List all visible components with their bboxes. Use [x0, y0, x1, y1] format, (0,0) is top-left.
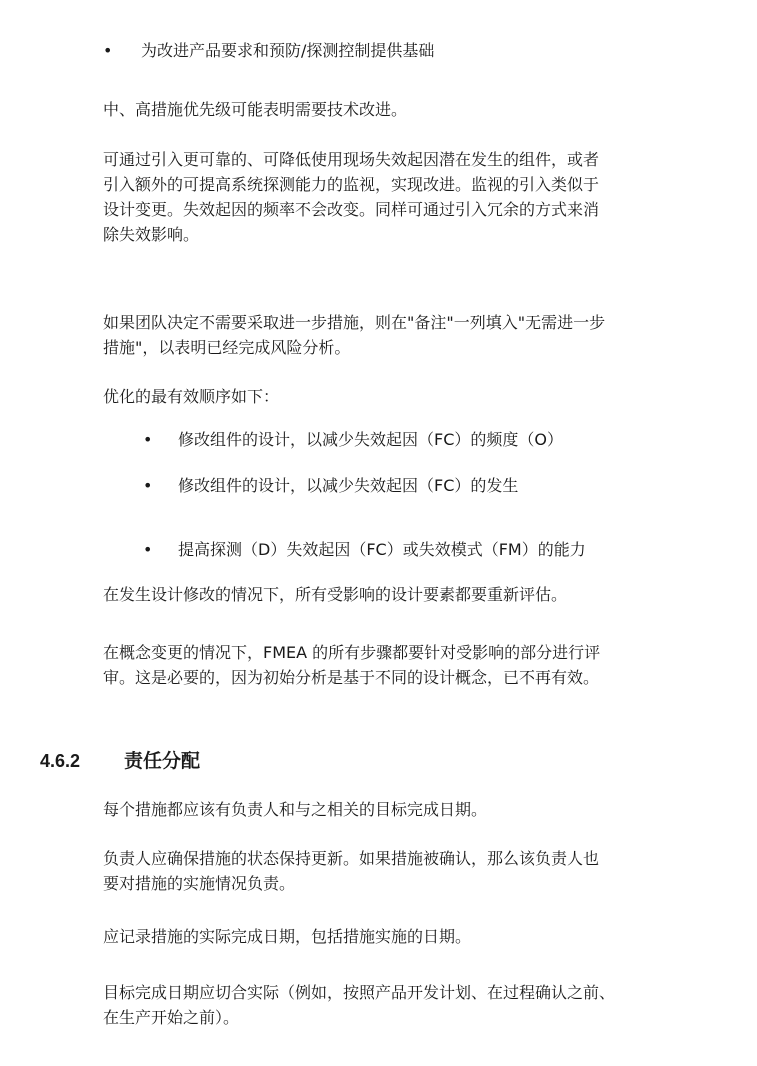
paragraph-line: 要对措施的实施情况负责。 [103, 874, 296, 893]
paragraph-line: 每个措施都应该有负责人和与之相关的目标完成日期。 [103, 800, 488, 819]
paragraph-line: 在发生设计修改的情况下，所有受影响的设计要素都要重新评估。 [103, 585, 568, 604]
paragraph-actual-completion [103, 924, 703, 949]
paragraph-line: 可通过引入更可靠的、可降低使用现场失效起因潜在发生的组件，或者 [103, 150, 600, 169]
paragraph-line: 除失效影响。 [103, 225, 200, 244]
paragraph-line: 应记录措施的实际完成日期，包括措施实施的日期。 [103, 927, 472, 946]
paragraph-line: 在概念变更的情况下，FMEA 的所有步骤都要针对受影响的部分进行评 [103, 643, 601, 662]
paragraph-line: 引入额外的可提高系统探测能力的监视，实现改进。监视的引入类似于 [103, 175, 600, 194]
paragraph-design-change [103, 582, 703, 607]
paragraph-line: 负责人应确保措施的状态保持更新。如果措施被确认，那么该负责人也 [103, 849, 600, 868]
paragraph-improvement [103, 147, 703, 247]
paragraph-owner-responsibility [103, 846, 703, 896]
bullet-marker: • [143, 430, 153, 449]
bullet-marker: • [103, 41, 113, 60]
paragraph-optimization-order [103, 384, 703, 409]
paragraph-target-date [103, 980, 703, 1030]
paragraph-owner-date [103, 797, 703, 822]
paragraph-line: 措施"，以表明已经完成风险分析。 [103, 338, 351, 357]
bullet-marker: • [143, 476, 153, 495]
paragraph-line: 审。这是必要的，因为初始分析是基于不同的设计概念，已不再有效。 [103, 668, 600, 687]
section-number: 4.6.2 [40, 751, 81, 771]
paragraph-line: 如果团队决定不需要采取进一步措施，则在"备注"一列填入"无需进一步 [103, 313, 606, 332]
paragraph-line: 设计变更。失效起因的频率不会改变。同样可通过引入冗余的方式来消 [103, 200, 600, 219]
paragraph-line: 目标完成日期应切合实际（例如，按照产品开发计划、在过程确认之前、 [103, 983, 616, 1002]
list-item: 修改组件的设计，以减少失效起因（FC）的频度（O） [178, 430, 563, 449]
top-bullet-text: 为改进产品要求和预防/探测控制提供基础 [141, 41, 435, 60]
paragraph-priority [103, 97, 703, 122]
section-title: 责任分配 [124, 750, 201, 772]
paragraph-concept-change [103, 640, 703, 690]
paragraph-line: 优化的最有效顺序如下： [103, 387, 280, 406]
bullet-marker: • [143, 540, 153, 559]
paragraph-line: 在生产开始之前）。 [103, 1008, 240, 1027]
list-item: 提高探测（D）失效起因（FC）或失效模式（FM）的能力 [178, 540, 586, 559]
list-item: 修改组件的设计，以减少失效起因（FC）的发生 [178, 476, 519, 495]
paragraph-no-further-action [103, 310, 703, 360]
paragraph-line: 中、高措施优先级可能表明需要技术改进。 [103, 100, 408, 119]
